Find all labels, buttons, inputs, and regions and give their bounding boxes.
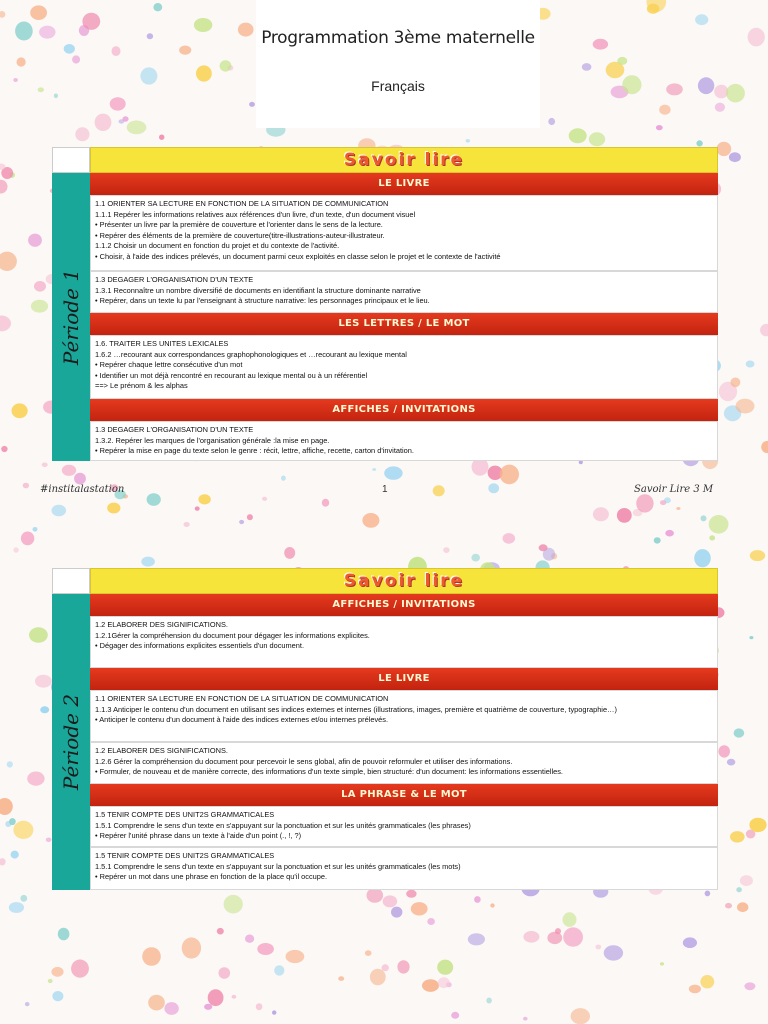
confetti-dot xyxy=(28,234,42,247)
confetti-dot xyxy=(451,1012,459,1019)
confetti-dot xyxy=(700,975,714,988)
confetti-dot xyxy=(204,1004,212,1010)
confetti-dot xyxy=(411,902,428,915)
confetti-dot xyxy=(20,895,27,902)
confetti-dot xyxy=(245,935,254,943)
objective-block xyxy=(90,271,718,313)
confetti-dot xyxy=(749,636,753,639)
confetti-dot xyxy=(734,728,745,737)
confetti-dot xyxy=(737,902,748,912)
confetti-dot xyxy=(184,522,190,527)
section-header: AFFICHES / INVITATIONS xyxy=(90,594,718,616)
confetti-dot xyxy=(72,55,80,63)
period-label: Période 2 xyxy=(59,693,83,791)
confetti-dot xyxy=(0,316,11,332)
text-line: • Dégager des informations explicites essentiels d'un document. xyxy=(95,641,304,651)
confetti-dot xyxy=(709,515,729,534)
confetti-dot xyxy=(286,950,305,963)
confetti-dot xyxy=(34,281,46,292)
confetti-dot xyxy=(9,818,16,825)
text-line: 1.2.6 Gérer la compréhension du document pour percevoir le sens global, afin de pouvoir reformuler et utiliser des informations. xyxy=(95,756,513,766)
confetti-dot xyxy=(159,135,164,140)
confetti-dot xyxy=(39,26,55,39)
confetti-dot xyxy=(107,503,120,514)
confetti-dot xyxy=(164,1002,178,1015)
confetti-dot xyxy=(33,527,38,532)
confetti-dot xyxy=(593,39,608,50)
text-line: • Repérer l'unité phrase dans un texte à l'aide d'un point (., !, ?) xyxy=(95,831,302,841)
confetti-dot xyxy=(220,60,232,71)
page-number: 1 xyxy=(382,484,388,495)
text-line: 1.6.2 …recourant aux correspondances graphophonologiques et …recourant au lexique mental xyxy=(95,349,407,359)
confetti-dot xyxy=(490,903,494,907)
confetti-dot xyxy=(589,132,605,146)
confetti-dot xyxy=(0,11,5,18)
confetti-dot xyxy=(466,139,470,143)
confetti-dot xyxy=(582,63,592,71)
title-box xyxy=(256,0,540,128)
text-line: 1.1 ORIENTER SA LECTURE EN FONCTION DE LA SITUATION DE COMMUNICATION xyxy=(95,199,389,208)
text-line: 1.3.1 Reconnaître un nombre diversifié de documents en identifiant la structure dominante narrative xyxy=(95,285,421,295)
confetti-dot xyxy=(58,928,70,941)
section-header: LE LIVRE xyxy=(90,668,718,690)
confetti-dot xyxy=(40,706,49,713)
confetti-dot xyxy=(725,903,732,909)
corner-cell xyxy=(52,568,90,594)
confetti-dot xyxy=(95,114,112,131)
confetti-dot xyxy=(219,967,231,979)
confetti-dot xyxy=(29,627,48,642)
confetti-dot xyxy=(153,3,162,11)
confetti-dot xyxy=(383,895,398,907)
footer-hashtag: #institalastation xyxy=(40,484,125,495)
period-column xyxy=(52,173,90,461)
text-line: 1.2.1Gérer la compréhension du document pour dégager les informations explicites. xyxy=(95,630,370,640)
text-line: 1.3 DEGAGER L'ORGANISATION D'UN TEXTE xyxy=(95,275,254,284)
confetti-dot xyxy=(147,33,153,39)
confetti-dot xyxy=(500,465,519,485)
confetti-dot xyxy=(257,943,274,955)
confetti-dot xyxy=(281,476,286,481)
text-line: • Présenter un livre par la première de couverture et l'orienter dans le sens de la lecture. xyxy=(95,220,383,230)
text-line: • Choisir, à l'aide des indices prélevés, un document parmi ceux exploités en classe selon le projet et le contexte de l'activité xyxy=(95,251,501,261)
text-line: • Anticiper le contenu d'un document à l'aide des indices externes et/ou internes prélevés. xyxy=(95,715,389,725)
objective-block xyxy=(90,806,718,847)
confetti-dot xyxy=(38,87,44,92)
confetti-dot xyxy=(112,46,121,56)
confetti-dot xyxy=(148,995,165,1011)
confetti-dot xyxy=(54,94,58,99)
confetti-dot xyxy=(596,945,602,950)
confetti-dot xyxy=(62,465,76,476)
confetti-dot xyxy=(11,851,19,859)
text-line: 1.3.2. Repérer les marques de l'organisation générale :la mise en page. xyxy=(95,435,330,445)
confetti-dot xyxy=(406,890,416,898)
confetti-dot xyxy=(468,933,485,945)
confetti-dot xyxy=(140,67,157,84)
confetti-dot xyxy=(141,557,155,567)
text-line: 1.1.1 Repérer les informations relatives aux références d'un livre, d'un texte, d'un document visuel xyxy=(95,209,416,219)
confetti-dot xyxy=(740,875,753,886)
confetti-dot xyxy=(437,960,453,975)
header-banner xyxy=(90,568,718,594)
text-line: • Repérer la mise en page du texte selon le genre : récit, lettre, affiche, recette, carton d'invitation. xyxy=(95,446,414,456)
confetti-dot xyxy=(12,403,28,418)
confetti-dot xyxy=(274,965,284,975)
confetti-dot xyxy=(471,554,480,562)
confetti-dot xyxy=(239,520,244,524)
header-title: Savoir lire xyxy=(343,150,465,170)
confetti-dot xyxy=(195,506,200,510)
confetti-dot xyxy=(196,65,212,81)
confetti-dot xyxy=(443,547,449,553)
confetti-dot xyxy=(272,1010,276,1014)
document-title: Programmation 3ème maternelle xyxy=(261,28,535,48)
confetti-dot xyxy=(142,947,161,966)
confetti-dot xyxy=(726,84,745,103)
confetti-dot xyxy=(15,22,33,41)
confetti-dot xyxy=(52,991,63,1001)
confetti-dot xyxy=(749,818,766,832)
text-line: 1.5 TENIR COMPTE DES UNIT2S GRAMMATICALES xyxy=(95,851,275,860)
text-line: 1.2 ELABORER DES SIGNIFICATIONS. xyxy=(95,746,228,755)
confetti-dot xyxy=(179,46,191,55)
confetti-dot xyxy=(25,1002,30,1006)
text-line: • Repérer des éléments de la première de couverture(titre-illustrations-auteur-illustrateur. xyxy=(95,230,385,240)
confetti-dot xyxy=(110,97,126,110)
confetti-dot xyxy=(474,896,481,903)
objective-block xyxy=(90,616,718,668)
confetti-dot xyxy=(563,927,583,946)
footer-signature: Savoir Lire 3 M xyxy=(634,484,714,495)
confetti-dot xyxy=(367,888,384,903)
confetti-dot xyxy=(760,324,768,336)
page-footer xyxy=(0,484,768,502)
confetti-dot xyxy=(75,127,89,141)
confetti-dot xyxy=(71,960,89,978)
confetti-dot xyxy=(571,1008,590,1024)
confetti-dot xyxy=(622,75,641,94)
confetti-dot xyxy=(727,759,735,766)
confetti-dot xyxy=(13,547,18,552)
confetti-dot xyxy=(365,950,372,956)
confetti-dot xyxy=(42,463,48,468)
header-banner xyxy=(90,147,718,173)
confetti-dot xyxy=(370,969,386,986)
section-header: AFFICHES / INVITATIONS xyxy=(90,399,718,421)
confetti-dot xyxy=(717,142,732,156)
confetti-dot xyxy=(338,976,344,981)
confetti-dot xyxy=(194,18,212,32)
header-title: Savoir lire xyxy=(343,571,465,591)
confetti-dot xyxy=(48,979,53,983)
confetti-dot xyxy=(17,57,26,66)
text-line: • Repérer un mot dans une phrase en fonction de la place qu'il occupe. xyxy=(95,872,328,882)
confetti-dot xyxy=(31,300,48,313)
document-subject: Français xyxy=(371,78,425,94)
confetti-dot xyxy=(82,13,100,30)
text-line: 1.5 TENIR COMPTE DES UNIT2S GRAMMATICALES xyxy=(95,810,275,819)
period-column xyxy=(52,594,90,890)
confetti-dot xyxy=(695,14,708,25)
objective-block xyxy=(90,690,718,742)
confetti-dot xyxy=(555,928,561,934)
confetti-dot xyxy=(427,918,435,925)
text-line: 1.3 DEGAGER L'ORGANISATION D'UN TEXTE xyxy=(95,425,254,434)
confetti-dot xyxy=(0,252,17,271)
confetti-dot xyxy=(654,537,661,543)
text-line: 1.5.1 Comprendre le sens d'un texte en s'appuyant sur la ponctuation et sur les unités grammaticales (les phrases) xyxy=(95,820,471,830)
confetti-dot xyxy=(750,550,765,561)
confetti-dot xyxy=(372,468,376,471)
text-line: • Identifier un mot déjà rencontré en recourant au lexique mental ou à un référentiel xyxy=(95,370,368,380)
confetti-dot xyxy=(232,995,237,999)
text-line: • Formuler, de nouveau et de manière correcte, des informations d'un texte simple, bien structuré: d'un document: les informations essentielles. xyxy=(95,767,563,777)
confetti-dot xyxy=(746,361,755,368)
confetti-dot xyxy=(736,887,742,892)
confetti-dot xyxy=(665,530,674,537)
text-line: • Repérer, dans un texte lu par l'enseignant à structure narrative: les personnages principaux et le lieu. xyxy=(95,296,430,306)
confetti-dot xyxy=(46,838,52,843)
confetti-dot xyxy=(182,937,201,958)
confetti-dot xyxy=(74,473,86,485)
confetti-dot xyxy=(1,446,7,452)
confetti-dot xyxy=(705,891,711,897)
confetti-dot xyxy=(539,544,548,551)
confetti-dot xyxy=(523,1017,528,1021)
confetti-dot xyxy=(676,507,680,510)
confetti-dot xyxy=(689,985,701,994)
text-line: 1.6. TRAITER LES UNITES LEXICALES xyxy=(95,339,229,348)
objective-block xyxy=(90,742,718,784)
text-line: 1.5.1 Comprendre le sens d'un texte en s'appuyant sur la ponctuation et sur les unités grammaticales (les mots) xyxy=(95,861,461,871)
confetti-dot xyxy=(647,4,659,14)
confetti-dot xyxy=(503,533,516,544)
confetti-dot xyxy=(422,979,439,992)
confetti-dot xyxy=(694,549,711,567)
section-header: LA PHRASE & LE MOT xyxy=(90,784,718,806)
confetti-dot xyxy=(730,831,745,842)
confetti-dot xyxy=(718,745,730,757)
confetti-dot xyxy=(683,937,697,948)
confetti-dot xyxy=(736,399,755,414)
confetti-dot xyxy=(217,928,224,935)
corner-cell xyxy=(52,147,90,173)
confetti-dot xyxy=(731,378,741,388)
confetti-dot xyxy=(0,858,6,865)
confetti-dot xyxy=(51,967,63,977)
confetti-dot xyxy=(604,945,623,960)
confetti-dot xyxy=(249,102,255,107)
section-header: LES LETTRES / LE MOT xyxy=(90,313,718,335)
text-line: 1.1.3 Anticiper le contenu d'un document en utilisant ses indices externes et internes (illustrations, images, première et quatrième de couverture, typographie…) xyxy=(95,704,617,714)
confetti-dot xyxy=(548,118,555,125)
confetti-dot xyxy=(523,931,539,943)
confetti-dot xyxy=(761,441,768,453)
confetti-dot xyxy=(656,125,663,130)
sheet-periode-1 xyxy=(52,147,718,461)
confetti-dot xyxy=(696,140,702,146)
text-line: ==> Le prénom & les alphas xyxy=(95,381,188,391)
confetti-dot xyxy=(748,28,765,47)
confetti-dot xyxy=(30,5,47,20)
confetti-dot xyxy=(698,77,714,94)
confetti-dot xyxy=(744,982,755,990)
objective-block xyxy=(90,847,718,890)
confetti-dot xyxy=(9,902,24,913)
confetti-dot xyxy=(52,505,67,517)
text-line: 1.1 ORIENTER SA LECTURE EN FONCTION DE LA SITUATION DE COMMUNICATION xyxy=(95,694,389,703)
confetti-dot xyxy=(256,1003,263,1010)
text-line: 1.2 ELABORER DES SIGNIFICATIONS. xyxy=(95,620,228,629)
confetti-dot xyxy=(13,821,33,839)
confetti-dot xyxy=(391,907,402,918)
confetti-dot xyxy=(127,121,147,135)
confetti-dot xyxy=(617,57,627,65)
confetti-dot xyxy=(224,895,243,914)
confetti-dot xyxy=(284,547,295,559)
section-header: LE LIVRE xyxy=(90,173,718,195)
confetti-dot xyxy=(384,466,402,479)
confetti-dot xyxy=(709,535,715,540)
confetti-dot xyxy=(122,116,128,121)
confetti-dot xyxy=(569,128,587,143)
confetti-dot xyxy=(0,180,8,194)
confetti-dot xyxy=(397,960,409,973)
text-line: • Repérer chaque lettre consécutive d'un mot xyxy=(95,360,243,370)
confetti-dot xyxy=(486,998,492,1004)
sheet-periode-2 xyxy=(52,568,718,890)
objective-block xyxy=(90,421,718,461)
confetti-dot xyxy=(27,772,44,786)
confetti-dot xyxy=(729,152,741,162)
confetti-dot xyxy=(701,515,707,521)
confetti-dot xyxy=(659,105,670,115)
text-line: 1.1.2 Choisir un document en fonction du projet et du contexte de l'activité. xyxy=(95,241,340,251)
confetti-dot xyxy=(666,83,683,95)
confetti-dot xyxy=(563,912,577,927)
confetti-dot xyxy=(617,508,632,523)
confetti-dot xyxy=(547,932,562,944)
objective-block xyxy=(90,335,718,399)
confetti-dot xyxy=(382,964,389,971)
period-label: Période 1 xyxy=(59,268,83,366)
confetti-dot xyxy=(0,798,13,815)
confetti-dot xyxy=(13,78,18,82)
confetti-dot xyxy=(438,977,450,988)
confetti-dot xyxy=(7,761,13,767)
confetti-dot xyxy=(21,532,34,546)
confetti-dot xyxy=(238,23,254,37)
confetti-dot xyxy=(715,103,725,112)
confetti-dot xyxy=(208,989,224,1006)
confetti-dot xyxy=(35,675,52,688)
confetti-dot xyxy=(593,507,609,521)
confetti-dot xyxy=(362,513,379,528)
confetti-dot xyxy=(247,514,253,520)
objective-block xyxy=(90,195,718,271)
confetti-dot xyxy=(660,962,664,965)
confetti-dot xyxy=(64,44,75,54)
